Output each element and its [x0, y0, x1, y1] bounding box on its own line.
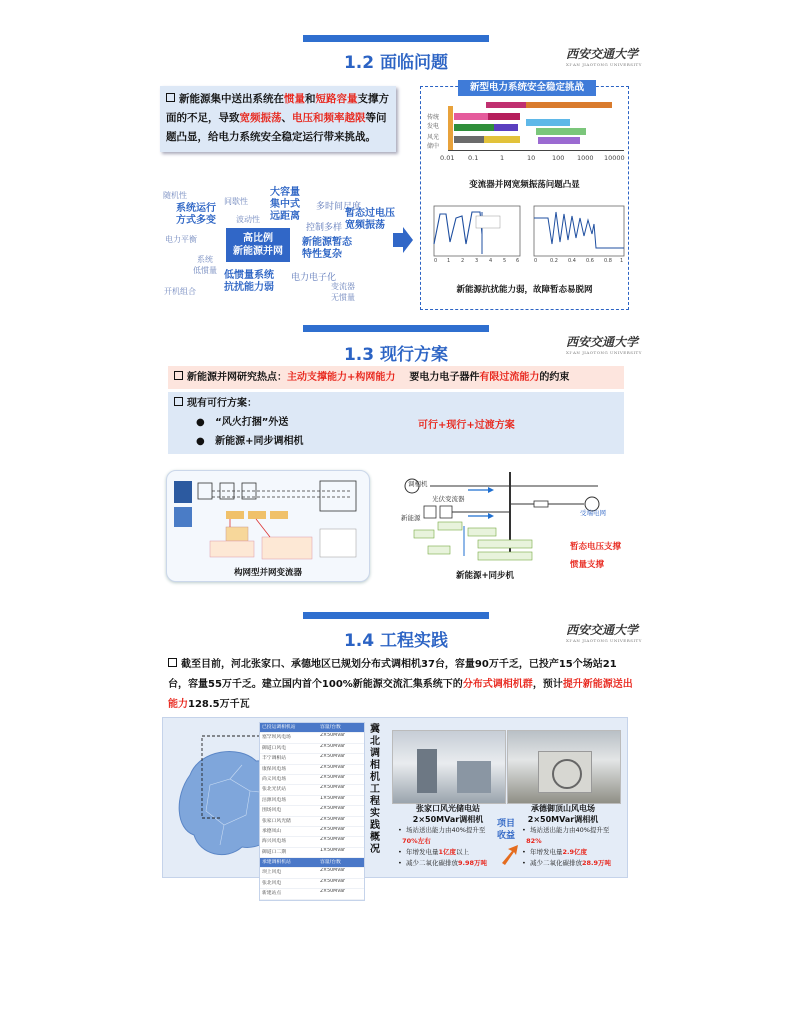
plan-label: 可行+现行+过渡方案: [418, 420, 515, 431]
word-daliang: 大容量 集中式 远距离: [270, 187, 300, 222]
word-xitong: 系统 低惯量: [193, 255, 217, 275]
word-duoshi: 多时间尺度: [316, 202, 362, 212]
table-cell-name: 新建站点: [262, 891, 282, 897]
hotspot-text: 新能源并网研究热点：主动支撑能力+构网能力 要电力电子器件有限过流能力的约束: [174, 368, 618, 387]
site2-bullet-2: • 年增发电量2.9亿度: [522, 848, 587, 856]
caption-renewable-syncon: 新能源+同步机: [455, 571, 515, 581]
project-gain: 项目 收益: [497, 819, 516, 841]
table-row: [260, 765, 364, 775]
table-row: [260, 744, 364, 754]
word-guodu: 暂态过电压 宽频振荡: [345, 208, 395, 231]
word-kongzhi: 控制多样: [306, 223, 343, 233]
transient-chart-left: [426, 204, 522, 266]
tick: 4: [489, 258, 493, 264]
table-cell-capacity: 2×50Mvar: [320, 806, 346, 812]
section1-top-bar: [303, 35, 489, 42]
caption-transient: 新能源抗扰能力弱，故障暂态易脱网: [456, 285, 593, 295]
label-syncon: 调相机: [408, 480, 428, 488]
table-cell-name: 海兴风电场: [262, 839, 286, 845]
right-arrow-icon: [393, 227, 413, 253]
gfm-converter-diagram: [170, 475, 366, 563]
table-row: [260, 785, 364, 795]
logo-sub: XI'AN JIAOTONG UNIVERSITY: [566, 350, 642, 355]
word-pingheng: 电力平衡: [165, 235, 197, 244]
table-cell-capacity: 2×50Mvar: [320, 754, 346, 760]
checkbox-icon: [174, 397, 183, 406]
hotspot-row: [168, 366, 624, 389]
table-cell-capacity: 2×50Mvar: [320, 878, 346, 884]
table-cell-name: 围场风电: [262, 808, 282, 814]
table-cell-capacity: 2×50Mvar: [320, 764, 346, 770]
timescale-ticks: [440, 154, 630, 164]
photo-zhangjiakou: [392, 730, 506, 804]
up-arrow-icon: [500, 843, 520, 865]
table-cell-capacity: 1×50Mvar: [320, 795, 346, 801]
table-row: [260, 806, 364, 816]
table-row: [260, 827, 364, 837]
tick: 10000: [604, 154, 625, 162]
label-renewable: 新能源: [401, 514, 421, 522]
legend-traditional: 传统 发电: [427, 114, 440, 130]
table-cell-capacity: 1×50Mvar: [320, 847, 346, 853]
table-header-2: 承建调相机站 容量/台数: [260, 858, 364, 868]
checkbox-icon: [168, 658, 177, 667]
right-chart-ticks: [534, 258, 626, 266]
table-row: [260, 848, 364, 858]
tick: 1000: [577, 154, 594, 162]
table-cell-name: 塞罕坝风电场: [262, 735, 291, 741]
table-cell-capacity: 2×50Mvar: [320, 837, 346, 843]
table-row: [260, 837, 364, 847]
word-bodong: 波动性: [236, 215, 260, 224]
tick: 100: [552, 154, 565, 162]
practice-paragraph: 截至目前，河北张家口、承德地区已规划分布式调相机37台，容量90万千乏，已投产15个场站21台，容量55万千乏。建立国内首个100%新能源交流汇集系统下的分布式调相机群，预计提升新能源送出能力128.5万千瓦: [168, 659, 633, 710]
site1-bullet-1: • 场站送出能力由40%提升至 70%左右: [398, 826, 486, 845]
feasible-box: [168, 392, 624, 454]
tick: 0.2: [550, 258, 558, 264]
tick: 0: [534, 258, 538, 264]
tick: 0.1: [468, 154, 479, 162]
vertical-title: 冀北调相机工程实践概况: [370, 724, 380, 855]
table-body-2: [260, 868, 364, 899]
logo-name: 西安交通大学: [566, 335, 639, 349]
section1-paragraph: 新能源集中送出系统在惯量和短路容量支撑方面的不足，导致宽频振荡、电压和频率越限等问题凸显，给电力系统安全稳定运行带来挑战。: [166, 93, 389, 143]
word-diguan: 低惯量系统 抗扰能力弱: [224, 270, 274, 293]
table-header: 已投运调相机站 容量/台数: [260, 723, 364, 733]
tick: 0.01: [440, 154, 455, 162]
label-receiving-grid: 受端电网: [580, 509, 606, 517]
tick: 0.6: [586, 258, 594, 264]
tick: 3: [475, 258, 479, 264]
site1-name: 张家口风光储电站 2×50MVar调相机: [412, 804, 484, 824]
site2-bullet-3: • 减少二氧化碳排放28.9万吨: [522, 859, 612, 867]
table-cell-capacity: 2×50Mvar: [320, 816, 346, 822]
table-cell-name: 丰宁调相站: [262, 756, 286, 762]
transient-chart-right: [528, 204, 626, 266]
site2-name: 承德御顶山风电场 2×50MVar调相机: [527, 804, 599, 824]
tick: 6: [516, 258, 520, 264]
bullet-2: ● 新能源+同步调相机: [196, 436, 304, 447]
table-cell-capacity: 2×50Mvar: [320, 868, 346, 874]
word-bianliu: 变流器 无惯量: [331, 282, 355, 302]
tick: 1: [620, 258, 624, 264]
tick: 5: [503, 258, 507, 264]
university-logo-2: [566, 333, 642, 355]
tick: 1: [500, 154, 505, 162]
word-yunxing: 系统运行 方式多变: [176, 203, 216, 226]
section1-title: 1.2 面临问题: [343, 53, 449, 73]
tick: 2: [461, 258, 465, 264]
table-cell-name: 康保风电场: [262, 766, 286, 772]
table-row: [260, 754, 364, 764]
left-chart-ticks: [434, 258, 522, 266]
logo-name: 西安交通大学: [566, 623, 639, 637]
logo-sub: XI'AN JIAOTONG UNIVERSITY: [566, 62, 642, 67]
table-cell-name: 御道口二期: [262, 849, 286, 855]
site1-bullet-2: • 年增发电量1亿度以上: [398, 848, 469, 856]
word-jianxiexing: 间歇性: [224, 197, 248, 206]
table-row: [260, 879, 364, 889]
table-row: [260, 796, 364, 806]
word-suijixing: 随机性: [163, 191, 187, 200]
tick: 0.8: [604, 258, 612, 264]
section3-top-bar: [303, 612, 489, 619]
tick: 1: [447, 258, 451, 264]
logo-name: 西安交通大学: [566, 47, 639, 61]
caption-oscillation: 变流器并网宽频振荡问题凸显: [469, 180, 580, 190]
table-row: [260, 868, 364, 878]
word-tebiao: 新能源暂态 特性复杂: [302, 237, 352, 260]
photo-chengde: [507, 730, 621, 804]
table-row: [260, 817, 364, 827]
tick: 0.4: [568, 258, 576, 264]
syncon-table: [259, 722, 365, 901]
table-cell-capacity: 2×50Mvar: [320, 774, 346, 780]
center-badge: 高比例 新能源并网: [226, 228, 290, 262]
table-cell-name: 御道口风电: [262, 745, 286, 751]
section2-title: 1.3 现行方案: [343, 345, 449, 365]
section1-problem-box: [160, 86, 396, 152]
table-row: [260, 775, 364, 785]
site2-bullets: [522, 825, 626, 869]
map-callout-lines: [200, 722, 262, 842]
table-cell-name: 张北风电: [262, 880, 282, 886]
table-body: [260, 733, 364, 858]
section3-title: 1.4 工程实践: [343, 631, 449, 651]
side-label-voltage: 暂态电压支撑: [570, 542, 622, 552]
table-cell-name: 坝上风电: [262, 870, 282, 876]
table-cell-capacity: 2×50Mvar: [320, 733, 346, 739]
table-cell-name: 张家口风光储: [262, 818, 291, 824]
site1-bullet-3: • 减少二氧化碳排放9.98万吨: [398, 859, 488, 867]
university-logo-3: [566, 621, 642, 643]
word-dianli: 电力电子化: [291, 273, 337, 283]
table-cell-name: 沽源风电场: [262, 797, 286, 803]
table-cell-capacity: 2×50Mvar: [320, 826, 346, 832]
tick: 10: [527, 154, 536, 162]
legend-renewable: 风光 储中: [427, 134, 440, 150]
checkbox-icon: [174, 371, 183, 380]
checkbox-icon: [166, 93, 175, 102]
bullet-1: ● “风火打捆”外送: [196, 417, 289, 428]
table-cell-capacity: 2×50Mvar: [320, 785, 346, 791]
tick: 0: [434, 258, 438, 264]
table-cell-capacity: 2×50Mvar: [320, 889, 346, 895]
table-cell-name: 承德凤山: [262, 828, 282, 834]
site2-bullet-1: • 场站送出能力由40%提升至 82%: [522, 826, 610, 845]
table-cell-capacity: 2×50Mvar: [320, 743, 346, 749]
table-cell-name: 张北光伏站: [262, 787, 286, 793]
feasible-head: 现有可行方案：: [174, 394, 618, 413]
table-cell-name: 尚义风电场: [262, 776, 286, 782]
word-kaiji: 开机组合: [164, 287, 196, 296]
logo-sub: XI'AN JIAOTONG UNIVERSITY: [566, 638, 642, 643]
caption-gfm: 构网型并网变流器: [233, 568, 302, 578]
label-pv-converter: 光伏变流器: [432, 495, 465, 503]
site1-bullets: [398, 825, 502, 869]
table-row: [260, 733, 364, 743]
table-row: [260, 889, 364, 899]
section2-top-bar: [303, 325, 489, 332]
challenge-panel-title: 新型电力系统安全稳定挑战: [458, 80, 596, 96]
side-label-inertia: 惯量支撑: [570, 560, 605, 570]
university-logo: [566, 45, 642, 67]
